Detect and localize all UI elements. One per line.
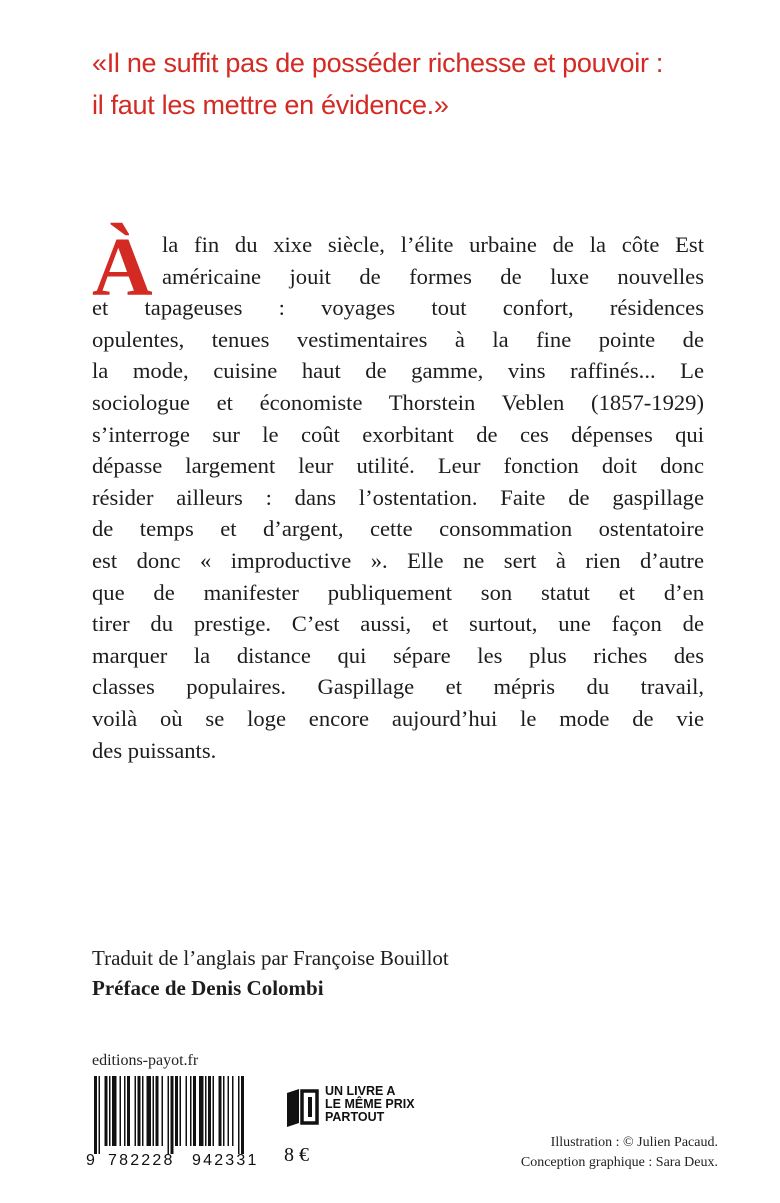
- barcode-bar: [238, 1076, 240, 1154]
- barcode-bar: [213, 1076, 215, 1146]
- barcode-bar: [175, 1076, 178, 1146]
- barcode-bar: [138, 1076, 141, 1146]
- barcode-bar: [228, 1076, 230, 1146]
- logo-line-2: LE MÊME PRIX: [325, 1097, 415, 1111]
- isbn-barcode: [86, 1076, 276, 1168]
- barcode-bar: [193, 1076, 196, 1146]
- drop-cap: À: [92, 221, 153, 314]
- barcode-bar: [205, 1076, 207, 1146]
- credits: [92, 943, 449, 1003]
- barcode-bar: [223, 1076, 225, 1146]
- blurb-line: marquer la distance qui sépare les plus riches des: [92, 642, 704, 668]
- barcode-bar: [156, 1076, 159, 1146]
- design-credit: Conception graphique : Sara Deux.: [520, 1155, 718, 1170]
- blurb-line: des puissants.: [92, 737, 217, 763]
- barcode-bar: [180, 1076, 182, 1146]
- barcode-bar: [120, 1076, 122, 1146]
- book-logo-icon: [285, 1089, 319, 1127]
- barcode-bar: [124, 1076, 126, 1146]
- barcode-bar: [241, 1076, 244, 1154]
- illustration-credits: [521, 1133, 718, 1173]
- logo-line-3: PARTOUT: [325, 1110, 385, 1124]
- isbn-group-2: 942331: [192, 1152, 259, 1169]
- barcode-bar: [232, 1076, 234, 1146]
- barcode-bar: [186, 1076, 188, 1146]
- blurb-line: la fin du xixe siècle, l’élite urbaine de la côte Est: [162, 232, 704, 257]
- livre-prix-text: [325, 1085, 415, 1124]
- blurb-line: s’interroge sur le coût exorbitant de ces dépenses qui: [92, 421, 704, 447]
- blurb-line: sociologue et économiste Thorstein Veblen (1857-1929): [92, 389, 704, 415]
- blurb-line: américaine jouit de formes de luxe nouvelles: [162, 263, 704, 289]
- blurb-line: résider ailleurs : dans l’ostentation. Faite de gaspillage: [92, 484, 704, 510]
- barcode-bar: [142, 1076, 144, 1146]
- barcode-bar: [147, 1076, 152, 1146]
- barcode-bar: [168, 1076, 170, 1154]
- barcode-bar: [190, 1076, 192, 1146]
- quote-line-2: il faut les mettre en évidence.»: [92, 90, 449, 120]
- blurb-line: voilà où se loge encore aujourd’hui le mode de vie: [92, 705, 704, 731]
- blurb-line: classes populaires. Gaspillage et mépris du travail,: [92, 674, 704, 700]
- barcode-bar: [94, 1076, 97, 1154]
- blurb-line: tirer du prestige. C’est aussi, et surtout, une façon de: [92, 611, 704, 637]
- translator-credit: Traduit de l’anglais par Françoise Bouillot: [92, 946, 449, 970]
- barcode-bar: [135, 1076, 137, 1146]
- barcode-bar: [99, 1076, 101, 1154]
- isbn-group-1: 782228: [108, 1152, 175, 1169]
- blurb-line: dépasse largement leur utilité. Leur fonction doit donc: [92, 453, 704, 479]
- isbn-first-digit: 9: [86, 1152, 98, 1169]
- blurb-line: est donc « improductive ». Elle ne sert à rien d’autre: [92, 547, 704, 573]
- barcode-bar: [127, 1076, 130, 1146]
- blurb-line: et tapageuses : voyages tout confort, résidences: [92, 295, 704, 321]
- price: 8 €: [284, 1144, 309, 1166]
- barcode-bar: [171, 1076, 174, 1154]
- preface-credit: Préface de Denis Colombi: [92, 976, 324, 1000]
- barcode-bar: [105, 1076, 108, 1146]
- blurb-line: de temps et d’argent, cette consommation ostentatoire: [92, 516, 704, 542]
- barcode-bar: [219, 1076, 222, 1146]
- illustration-credit: Illustration : © Julien Pacaud.: [550, 1135, 718, 1150]
- barcode-bars: [94, 1076, 274, 1154]
- blurb-line: opulentes, tenues vestimentaires à la fine pointe de: [92, 326, 704, 352]
- barcode-bar: [208, 1076, 211, 1146]
- back-cover-quote: [92, 42, 732, 126]
- barcode-bar: [153, 1076, 155, 1146]
- barcode-bar: [199, 1076, 204, 1146]
- barcode-bar: [112, 1076, 117, 1146]
- livre-prix-logo: [285, 1085, 435, 1129]
- logo-line-1: UN LIVRE A: [325, 1084, 396, 1098]
- blurb-paragraph: [92, 229, 704, 766]
- barcode-bar: [162, 1076, 164, 1146]
- quote-line-1: «Il ne suffit pas de posséder richesse et pouvoir :: [92, 48, 664, 78]
- blurb-line: que de manifester publiquement son statut et d’en: [92, 579, 704, 605]
- blurb-line: la mode, cuisine haut de gamme, vins raffinés... Le: [92, 358, 704, 384]
- barcode-bar: [109, 1076, 111, 1146]
- publisher-website: editions-payot.fr: [92, 1052, 199, 1069]
